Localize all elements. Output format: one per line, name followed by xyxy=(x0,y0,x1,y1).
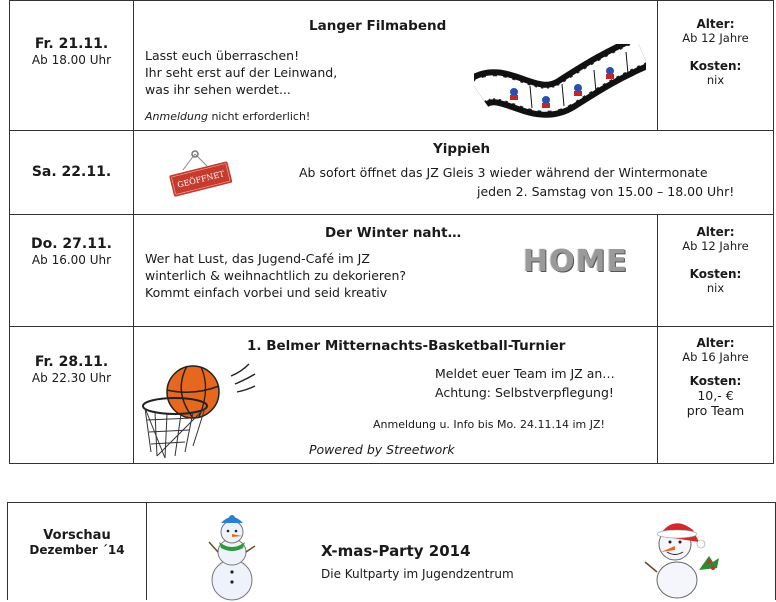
age-label: Alter: xyxy=(696,225,735,239)
cost-label: Kosten: xyxy=(689,374,742,388)
event-description-line: Wer hat Lust, das Jugend-Café im JZ xyxy=(145,251,370,266)
open-sign-text: GEÖFFNET xyxy=(176,169,226,190)
open-sign-icon xyxy=(161,148,241,198)
preview-subtitle: Die Kultparty im Jugendzentrum xyxy=(321,567,514,581)
cost-value: nix xyxy=(706,73,725,87)
preview-label: Vorschau xyxy=(43,528,111,543)
age-value: Ab 12 Jahre xyxy=(682,31,749,45)
snowman-santa-icon xyxy=(637,512,727,602)
event-date-cell xyxy=(10,354,133,385)
cost-value: 10,- € xyxy=(697,388,734,403)
home-letters-image: HOME xyxy=(523,244,628,279)
age-label: Alter: xyxy=(696,336,735,350)
event-date: Fr. 21.11. xyxy=(34,36,109,52)
cost-value: nix xyxy=(706,281,725,295)
event-description-line: was ihr sehen werdet... xyxy=(145,82,291,97)
event-description-line: jeden 2. Samstag von 15.00 – 18.00 Uhr! xyxy=(477,184,735,199)
registration-note-rest: nicht erforderlich! xyxy=(207,110,311,123)
event-date: Do. 27.11. xyxy=(30,236,113,252)
event-time: Ab 18.00 Uhr xyxy=(31,53,112,67)
age-label: Alter: xyxy=(696,17,735,31)
event-info-cell xyxy=(658,17,773,87)
event-description-line: Meldet euer Team im JZ an… xyxy=(435,366,615,381)
event-title: Langer Filmabend xyxy=(309,18,447,34)
event-title: Der Winter naht… xyxy=(325,225,462,241)
powered-by-note: Powered by Streetwork xyxy=(309,442,455,457)
registration-note: Anmeldung u. Info bis Mo. 24.11.14 im JZ! xyxy=(373,418,605,431)
event-description-line: Lasst euch überraschen! xyxy=(145,48,300,63)
preview-title: X-mas-Party 2014 xyxy=(321,542,471,560)
event-title: Yippieh xyxy=(433,141,491,157)
age-value: Ab 16 Jahre xyxy=(682,350,749,364)
preview-box xyxy=(7,502,776,600)
event-description-line: Achtung: Selbstverpflegung! xyxy=(435,385,614,400)
event-time: Ab 22.30 Uhr xyxy=(31,371,112,385)
event-date: Fr. 28.11. xyxy=(34,354,109,370)
event-description-line: Ab sofort öffnet das JZ Gleis 3 wieder während der Wintermonate xyxy=(299,165,708,180)
registration-note-italic: Anmeldung xyxy=(145,110,208,123)
cost-value-unit: pro Team xyxy=(686,403,745,418)
basketball-hoop-icon xyxy=(135,360,261,460)
event-description-line: winterlich & weihnachtlich zu dekorieren? xyxy=(145,268,407,283)
event-info-cell xyxy=(658,336,773,418)
event-date-cell xyxy=(10,236,133,267)
age-value: Ab 12 Jahre xyxy=(682,239,749,253)
event-info-cell xyxy=(658,225,773,295)
event-description-line: Ihr seht erst auf der Leinwand, xyxy=(145,65,338,80)
event-title: 1. Belmer Mitternachts-Basketball-Turnier xyxy=(247,338,566,354)
event-description-line: Kommt einfach vorbei und seid kreativ xyxy=(145,285,388,300)
event-table xyxy=(9,0,774,464)
event-date: Sa. 22.11. xyxy=(31,164,112,180)
snowman-icon xyxy=(207,512,257,602)
registration-note xyxy=(145,108,310,125)
preview-label-cell xyxy=(8,528,146,557)
film-strip-icon xyxy=(474,44,646,124)
event-date-cell xyxy=(10,164,133,180)
event-time: Ab 16.00 Uhr xyxy=(31,253,112,267)
cost-label: Kosten: xyxy=(689,59,742,73)
cost-label: Kosten: xyxy=(689,267,742,281)
preview-month: Dezember ´14 xyxy=(29,543,125,557)
event-date-cell xyxy=(10,36,133,67)
